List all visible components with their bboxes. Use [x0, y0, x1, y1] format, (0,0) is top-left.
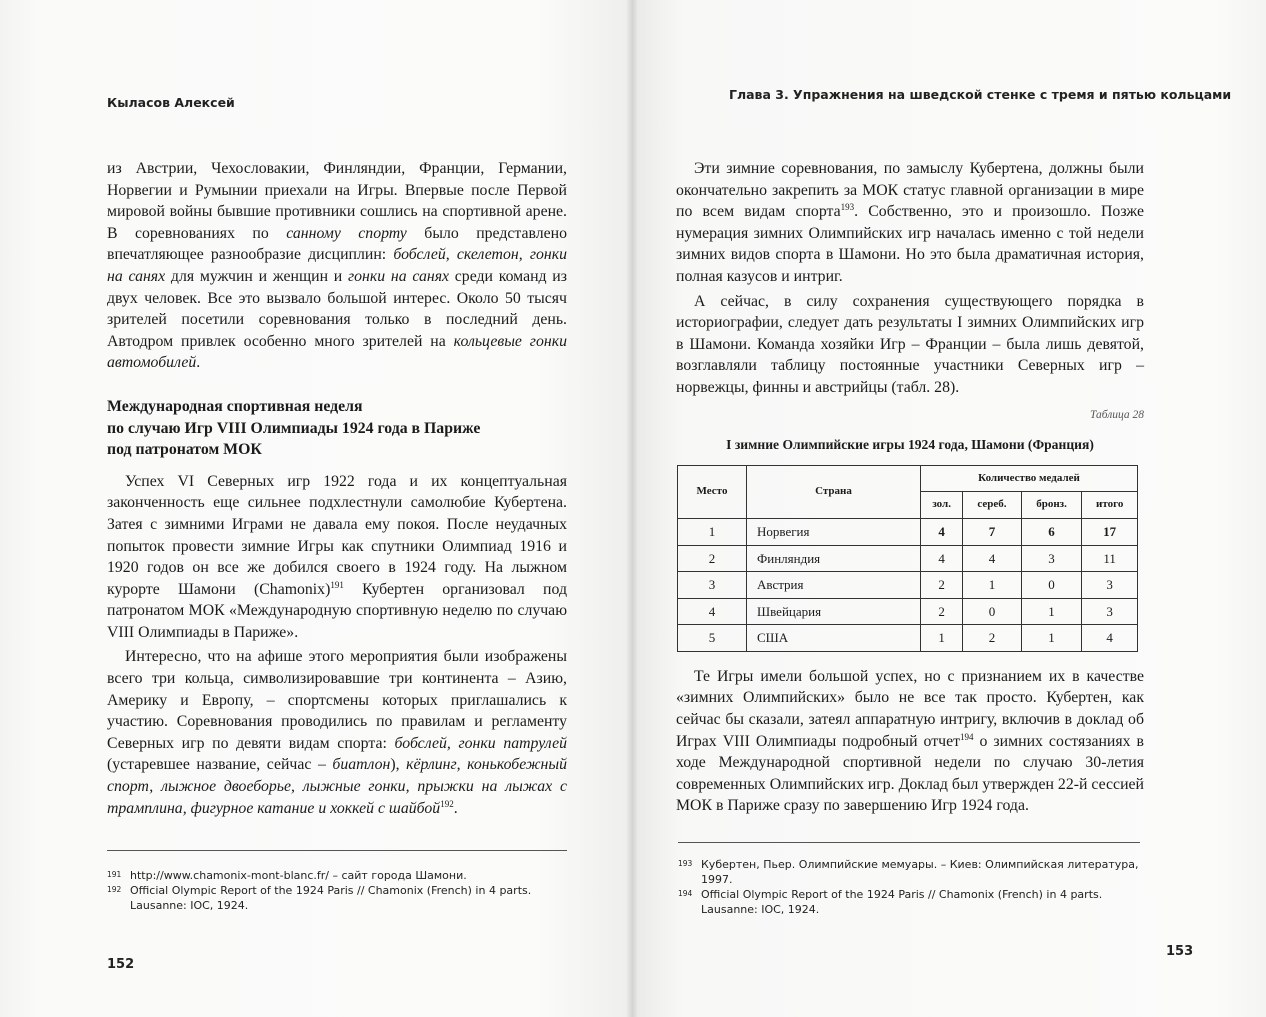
cell-country: Финляндия: [747, 545, 921, 572]
cell-gold: 2: [921, 572, 963, 599]
cell-silver: 4: [963, 545, 1021, 572]
cell-total: 17: [1082, 518, 1138, 545]
left-running-head: Кыласов Алексей: [107, 95, 235, 110]
cell-gold: 2: [921, 598, 963, 625]
left-paragraph-3: Интересно, что на афише этого мероприятия были изображены всего три кольца, символизировавшие три континента – Азию, Америку и Европу, – спортсмены которых приглашались к участию. Соревнования проводились по правилам и регламенту Северных игр по девяти видам спорта: бобслей, гонки патрулей (устаревшее название, сейчас – биатлон), кёрлинг, конькобежный спорт, лыжное двоеборье, лыжные гонки, прыжки на лыжах с трамплина, фигурное катание и хоккей с шайбой$^{192}$.: [107, 648, 567, 817]
col-place-header: Место: [678, 465, 747, 518]
cell-place: 4: [678, 598, 747, 625]
cell-country: Норвегия: [747, 518, 921, 545]
footnote-191: 191 http://www.chamonix-mont-blanc.fr/ – сайт города Шамони.: [107, 869, 467, 882]
cell-silver: 0: [963, 598, 1021, 625]
medal-table: [677, 465, 1138, 652]
left-body-text: [107, 158, 567, 819]
cell-total: 3: [1082, 598, 1138, 625]
cell-total: 4: [1082, 625, 1138, 652]
cell-silver: 7: [963, 518, 1021, 545]
cell-place: 5: [678, 625, 747, 652]
right-page-number: 153: [1166, 944, 1194, 959]
cell-bronze: 0: [1021, 572, 1082, 599]
table-title: I зимние Олимпийские игры 1924 года, Шамони (Франция): [726, 437, 1094, 453]
cell-place: 2: [678, 545, 747, 572]
cell-gold: 4: [921, 518, 963, 545]
left-footnote-rule: [107, 850, 567, 851]
footnote-ref-193[interactable]: 193: [840, 202, 855, 213]
right-running-head: Глава 3. Упражнения на шведской стенке с тремя и пятью кольцами: [729, 87, 1232, 102]
cell-silver: 1: [963, 572, 1021, 599]
footnote-194: 194 Official Olympic Report of the 1924 Paris // Chamonix (French) in 4 parts. Lausanne: IOC, 1924.: [678, 888, 1103, 916]
table-header-row: [678, 465, 1138, 492]
left-paragraph-2: Успех VI Северных игр 1922 года и их концептуальная законченность еще сильнее подхлестнули самолюбие Кубертена. Затея с зимними Играми не давала ему покоя. После неудачных попыток провести зимние Игры как спутники Олимпиад 1916 и 1920 годов он все же добился своего в 1924 году. На лыжном курорте Шамони (Chamonix)$^{191}$ Кубертен организовал под патронатом МОК «Международную спортивную неделю по случаю VIII Олимпиады в Париже».: [107, 472, 567, 641]
cell-gold: 1: [921, 625, 963, 652]
right-footnote-rule: [678, 842, 1140, 843]
cell-country: США: [747, 625, 921, 652]
cell-gold: 4: [921, 545, 963, 572]
col-silver-header: сереб.: [963, 492, 1021, 519]
right-paragraph-3: Те Игры имели большой успех, но с признанием их в качестве «зимних Олимпийских» было не все так просто. Кубертен, как сейчас бы сказали, затеял аппаратную интригу, включив в доклад об Играх VIII Олимпиады подробный отчет$^{194}$ о зимних состязаниях в ходе Международной спортивной недели по случаю 30-летия современных Олимпийских игр. Доклад был утвержден 22-й сессией МОК в Париже сразу по завершению Игр 1924 года.: [676, 667, 1144, 815]
col-country-header: Страна: [747, 465, 921, 518]
book-gutter: [626, 0, 638, 1017]
table-row: [678, 625, 1138, 652]
left-page-number: 152: [107, 957, 135, 972]
cell-bronze: 1: [1021, 598, 1082, 625]
cell-total: 11: [1082, 545, 1138, 572]
footnote-192: 192 Official Olympic Report of the 1924 Paris // Chamonix (French) in 4 parts. Lausanne: IOC, 1924.: [107, 884, 532, 912]
right-paragraph-1: Эти зимние соревнования, по замыслу Кубертена, должны были окончательно закрепить за МОК статус главной организации в мире по всем видам спорта$^{193}$. Собственно, это и произошло. Позже нумерация зимних Олимпийских игр началась именно с той недели зимних видов спорта в Шамони. Но это была драматичная история, полная казусов и интриг.: [676, 160, 1144, 285]
cell-bronze: 6: [1021, 518, 1082, 545]
col-gold-header: зол.: [921, 492, 963, 519]
table-caption: Таблица 28: [1089, 408, 1144, 421]
footnote-ref-192[interactable]: 192: [440, 798, 454, 809]
footnote-ref-194[interactable]: 194: [960, 731, 974, 742]
col-medals-header: Количество медалей: [921, 465, 1138, 492]
table-row: [678, 598, 1138, 625]
left-paragraph-1: из Австрии, Чехословакии, Финляндии, Франции, Германии, Норвегии и Румынии приехали на Игры. Впервые после Первой мировой войны бывшие противники сошлись на спортивной арене. В соревнованиях по санному спорту было представлено впечатляющее разнообразие дисциплин: бобслей, скелетон, гонки на санях для мужчин и женщин и гонки на санях среди команд из двух человек. Все это вызвало большой интерес. Около 50 тысяч зрителей посетили соревнования только в последний день. Автодром привлек особенно много зрителей на кольцевые гонки автомобилей.: [107, 160, 568, 372]
cell-total: 3: [1082, 572, 1138, 599]
right-footnotes: [678, 857, 1148, 917]
cell-bronze: 1: [1021, 625, 1082, 652]
cell-bronze: 3: [1021, 545, 1082, 572]
cell-place: 3: [678, 572, 747, 599]
left-footnotes: [107, 868, 577, 913]
col-bronze-header: бронз.: [1021, 492, 1082, 519]
right-paragraph-2: А сейчас, в силу сохранения существующего порядка в историографии, следует дать результаты I зимних Олимпийских игр в Шамони. Команда хозяйки Игр – Франции – была лишь девятой, возглавляли таблицу постоянные участники Северных игр – норвежцы, финны и австрийцы (табл. 28).: [676, 292, 1144, 396]
section-heading: Международная спортивная неделя по случаю Игр VIII Олимпиады 1924 года в Париже под патронатом МОК: [107, 397, 481, 459]
right-body-text: [676, 158, 1144, 817]
table-row: [678, 518, 1138, 545]
cell-country: Австрия: [747, 572, 921, 599]
table-row: [678, 545, 1138, 572]
footnote-193: 193 Кубертен, Пьер. Олимпийские мемуары. – Киев: Олимпийская литература, 1997.: [678, 858, 1139, 886]
table-row: [678, 572, 1138, 599]
cell-silver: 2: [963, 625, 1021, 652]
cell-place: 1: [678, 518, 747, 545]
cell-country: Швейцария: [747, 598, 921, 625]
footnote-ref-191[interactable]: 191: [330, 579, 344, 590]
col-total-header: итого: [1082, 492, 1138, 519]
